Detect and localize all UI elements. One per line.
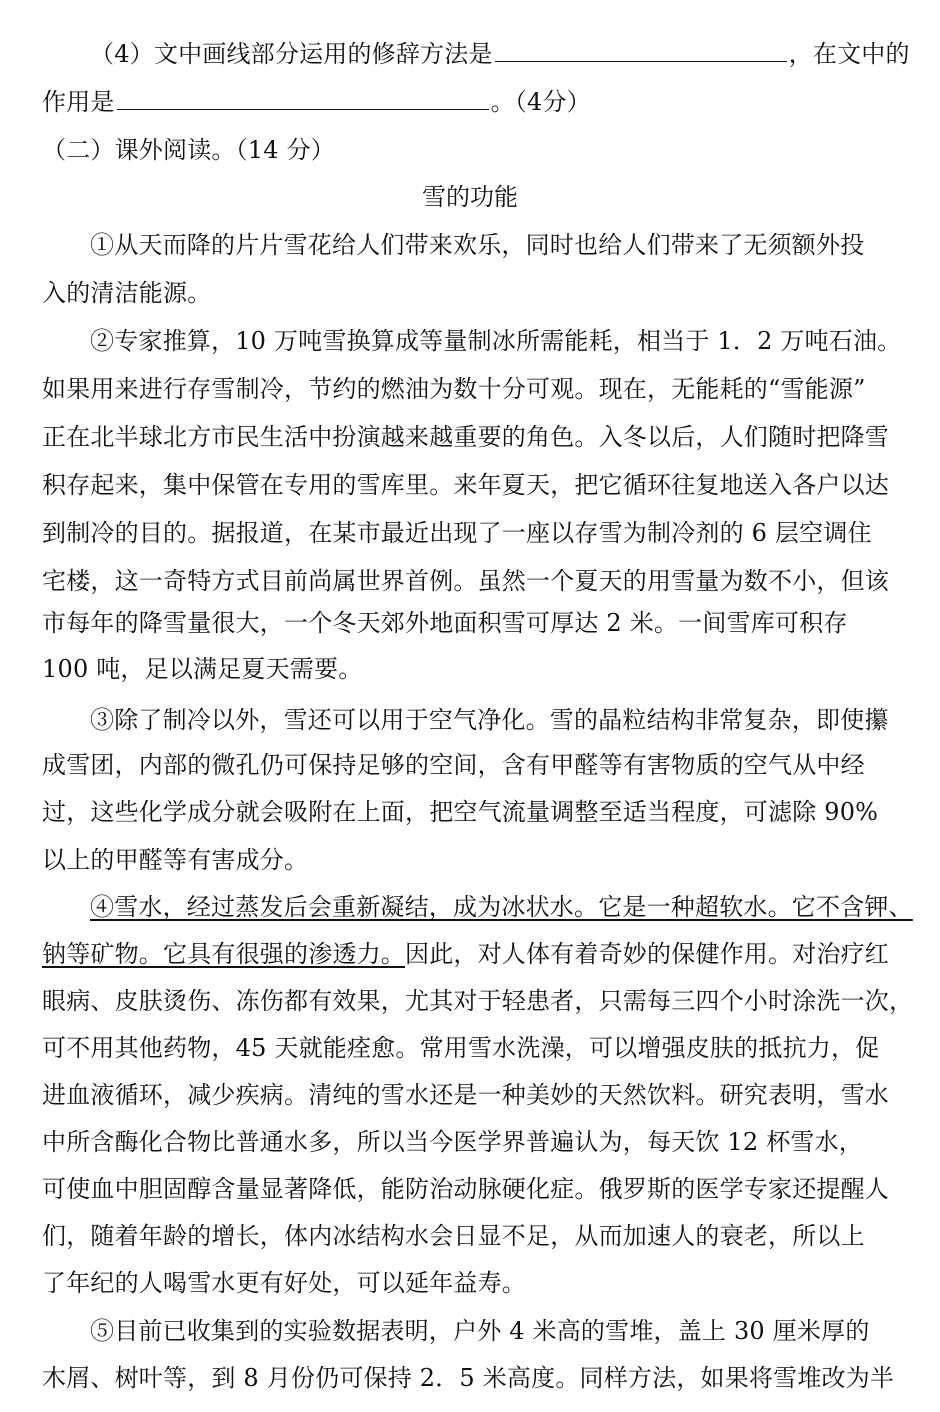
paragraph-4-line bbox=[90, 891, 913, 923]
paragraph-3-line: 以上的甲醛等有害成分。 bbox=[42, 846, 309, 874]
paragraph-2-line: 如果用来进行存雪制冷，节约的燃油为数十分可观。现在，无能耗的“雪能源” bbox=[42, 375, 866, 403]
answer-blank-2[interactable] bbox=[117, 87, 489, 110]
paragraph-4-line: 中所含酶化合物比普通水多，所以当今医学界普遍认为，每天饮 12 杯雪水， bbox=[42, 1128, 863, 1156]
answer-blank-1[interactable] bbox=[495, 39, 787, 62]
underlined-passage: 钠等矿物。它具有很强的渗透力。 bbox=[42, 940, 405, 968]
question-4-text-2: ，在文中的 bbox=[788, 40, 910, 68]
paragraph-2-line: ②专家推算，10 万吨雪换算成等量制冰所需能耗，相当于 1．2 万吨石油。 bbox=[90, 327, 902, 355]
paragraph-4-line: 可使血中胆固醇含量显著降低，能防治动脉硬化症。俄罗斯的医学专家还提醒人 bbox=[42, 1175, 889, 1203]
paragraph-4-line: 可不用其他药物，45 天就能痊愈。常用雪水洗澡，可以增强皮肤的抵抗力，促 bbox=[42, 1034, 880, 1062]
question-4-line-1 bbox=[90, 38, 910, 70]
section-2-heading: （二）课外阅读。（14 分） bbox=[42, 136, 335, 164]
paragraph-2-line: 市每年的降雪量很大，一个冬天郊外地面积雪可厚达 2 米。一间雪库可积存 bbox=[42, 609, 848, 637]
paragraph-5-line: 木屑、树叶等，到 8 月份仍可保持 2．5 米高度。同样方法，如果将雪堆改为半 bbox=[42, 1364, 895, 1392]
underlined-passage: ④雪水，经过蒸发后会重新凝结，成为冰状水。它是一种超软水。它不含钾、 bbox=[90, 893, 913, 921]
paragraph-1-line: ①从天而降的片片雪花给人们带来欢乐，同时也给人们带来了无须额外投 bbox=[90, 231, 865, 259]
paragraph-4-line: 了年纪的人喝雪水更有好处，可以延年益寿。 bbox=[42, 1269, 526, 1297]
article-title: 雪的功能 bbox=[422, 183, 518, 211]
paragraph-3-line: 过，这些化学成分就会吸附在上面，把空气流量调整至适当程度，可滤除 90% bbox=[42, 798, 879, 826]
paragraph-1-line: 入的清洁能源。 bbox=[42, 279, 212, 307]
paragraph-2-line: 到制冷的目的。据报道，在某市最近出现了一座以存雪为制冷剂的 6 层空调住 bbox=[42, 519, 872, 547]
paragraph-5-line: ⑤目前已收集到的实验数据表明，户外 4 米高的雪堆，盖上 30 厘米厚的 bbox=[90, 1317, 870, 1345]
paragraph-4-text: 因此，对人体有着奇妙的保健作用。对治疗红 bbox=[405, 940, 889, 968]
question-4-text-4: 。（4分） bbox=[490, 88, 591, 116]
question-4-text-1: （4）文中画线部分运用的修辞方法是 bbox=[90, 40, 493, 68]
paragraph-2-line: 正在北半球北方市民生活中扮演越来越重要的角色。入冬以后，人们随时把降雪 bbox=[42, 423, 889, 451]
paragraph-3-line: 成雪团，内部的微孔仍可保持足够的空间，含有甲醛等有害物质的空气从中经 bbox=[42, 751, 865, 779]
paragraph-4-line: 们，随着年龄的增长，体内冰结构水会日显不足，从而加速人的衰老，所以上 bbox=[42, 1222, 865, 1250]
paragraph-3-line: ③除了制冷以外，雪还可以用于空气净化。雪的晶粒结构非常复杂，即使攥 bbox=[90, 706, 889, 734]
paragraph-2-line: 宅楼，这一奇特方式目前尚属世界首例。虽然一个夏天的用雪量为数不小，但该 bbox=[42, 567, 889, 595]
paragraph-2-line: 积存起来，集中保管在专用的雪库里。来年夏天，把它循环往复地送入各户以达 bbox=[42, 471, 889, 499]
question-4-line-2 bbox=[42, 86, 591, 118]
paragraph-4-line: 眼病、皮肤烫伤、冻伤都有效果，尤其对于轻患者，只需每三四个小时涂洗一次， bbox=[42, 987, 914, 1015]
paragraph-4-line bbox=[42, 938, 889, 970]
paragraph-2-line: 100 吨，足以满足夏天需要。 bbox=[42, 655, 363, 683]
question-4-text-3: 作用是 bbox=[42, 88, 115, 116]
paragraph-4-line: 进血液循环，减少疾病。清纯的雪水还是一种美妙的天然饮料。研究表明，雪水 bbox=[42, 1081, 889, 1109]
